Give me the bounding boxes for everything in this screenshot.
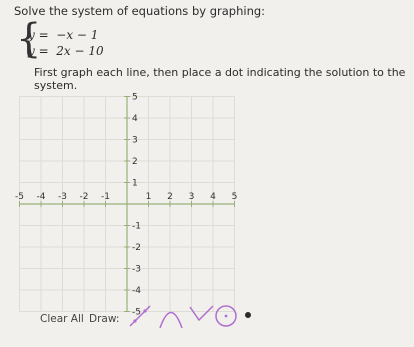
prompt-text: Solve the system of equations by graphing: — [14, 4, 266, 18]
x-tick-label: -3 — [58, 192, 67, 202]
x-tick-label: 3 — [188, 192, 195, 202]
y-tick-label: 5 — [132, 92, 138, 103]
y-tick-label: 4 — [132, 114, 138, 124]
x-tick-label: -1 — [101, 192, 110, 202]
y-tick-label: -4 — [132, 286, 141, 296]
instruction-text: First graph each line, then place a dot indicating the solution to the system. — [34, 66, 406, 92]
y-tick-label: -1 — [132, 221, 141, 232]
vee-tool-icon[interactable] — [186, 301, 216, 331]
x-tick-label: 4 — [210, 192, 216, 202]
x-tick-label: 1 — [145, 192, 152, 202]
parabola-tool-icon[interactable] — [156, 301, 186, 331]
dot-tool-icon[interactable] — [240, 307, 256, 323]
clear-all-button[interactable]: Clear All — [40, 313, 84, 325]
coordinate-graph[interactable] — [15, 80, 270, 318]
line-tool-icon[interactable] — [124, 301, 154, 331]
circle-tool-icon[interactable] — [213, 303, 239, 329]
y-tick-label: -3 — [132, 264, 141, 275]
y-tick-label: 1 — [132, 178, 138, 189]
equation-system — [16, 16, 136, 63]
y-tick-label: 2 — [132, 157, 138, 167]
y-tick-label: -5 — [132, 307, 141, 318]
draw-label: Draw: — [89, 313, 120, 325]
x-tick-label: -2 — [79, 192, 89, 202]
x-tick-label: -5 — [15, 192, 24, 202]
equation-2: y = 2x − 10 — [28, 44, 104, 58]
equation-1: y = −x − 1 — [28, 28, 99, 42]
x-tick-label: 5 — [231, 192, 238, 202]
x-tick-label: -4 — [36, 192, 46, 202]
y-tick-label: 3 — [132, 135, 138, 146]
y-tick-label: -2 — [132, 243, 141, 253]
system-brace: { — [16, 16, 42, 62]
x-tick-label: 2 — [167, 192, 173, 202]
